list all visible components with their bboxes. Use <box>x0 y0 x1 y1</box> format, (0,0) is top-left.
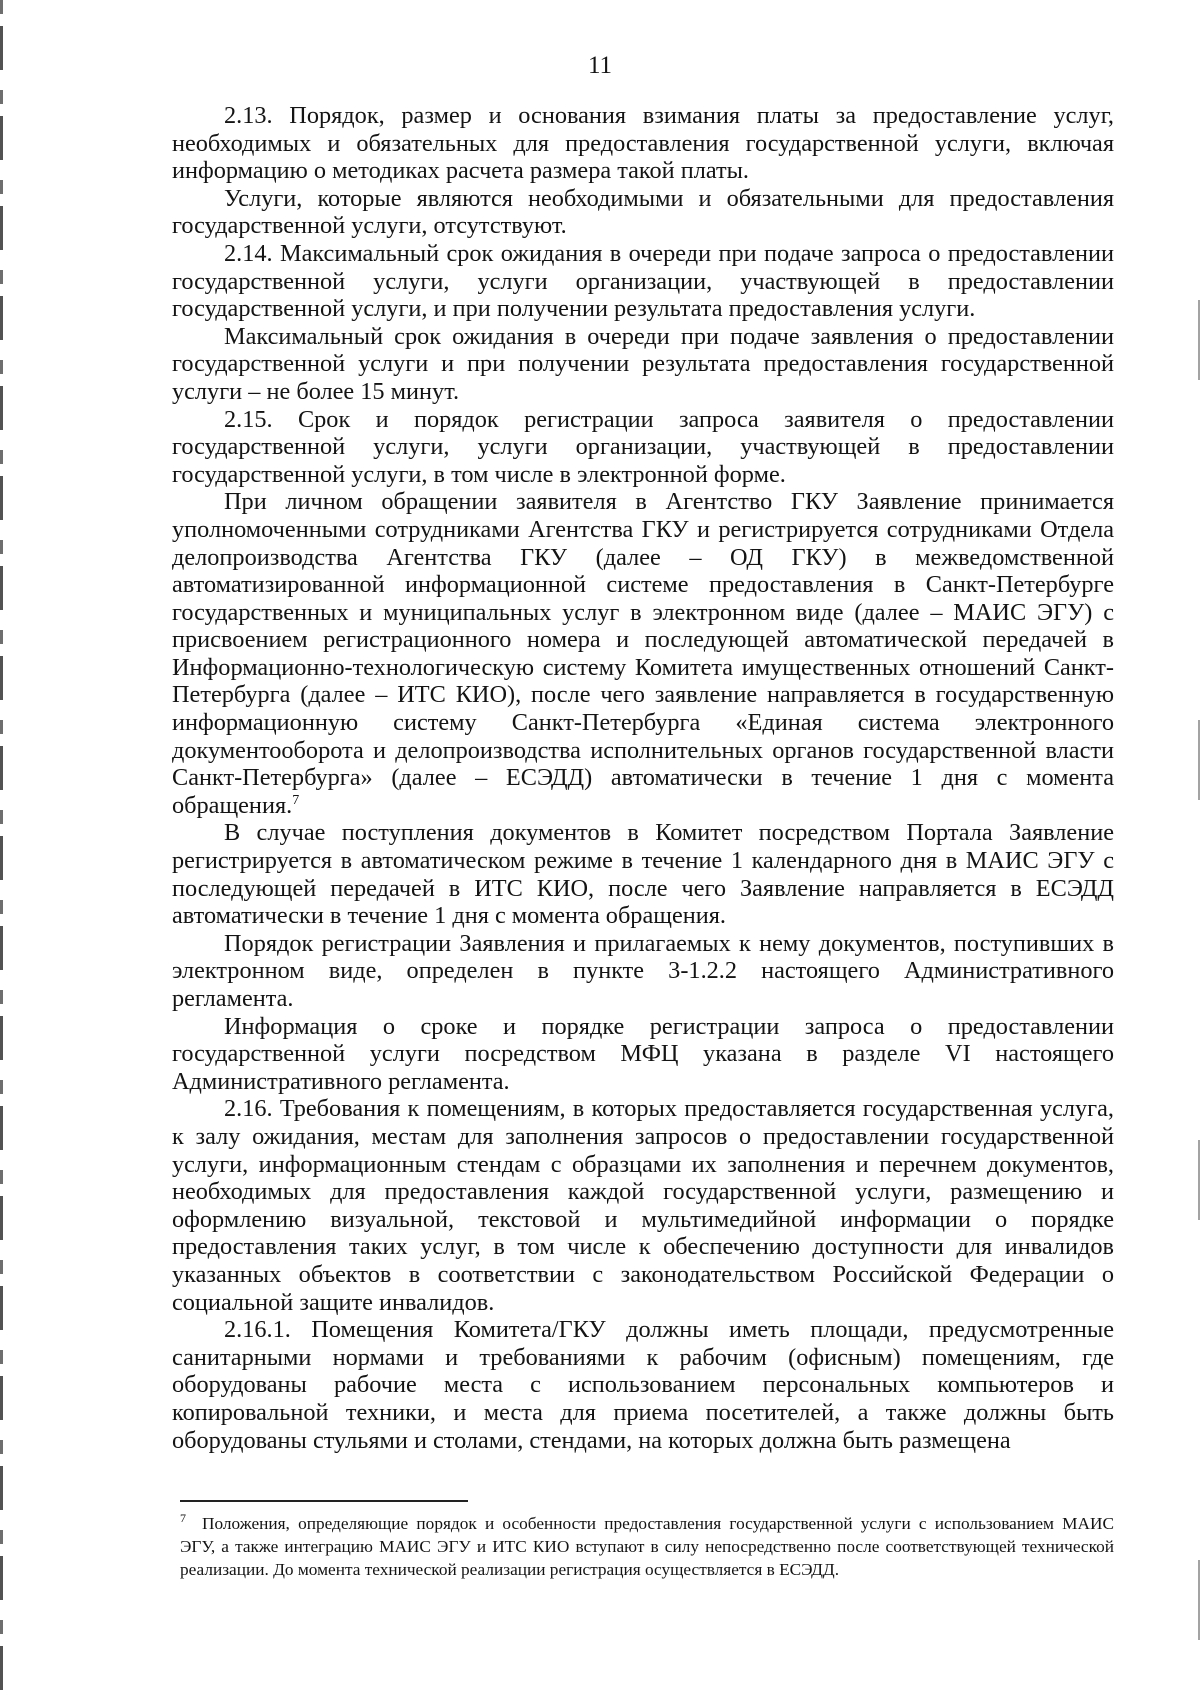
scan-edge-left <box>0 0 3 1697</box>
paragraph-paid-services: Услуги, которые являются необходимыми и обязательными для предоставления государственной услуги, отсутствуют. <box>172 184 1114 240</box>
footnote <box>180 1512 1114 1581</box>
paragraph-personal-visit <box>172 488 1114 819</box>
page-number: 11 <box>587 52 613 79</box>
footnote-mark: 7 <box>180 1511 186 1526</box>
paragraph-portal-registration: В случае поступления документов в Комитет посредством Портала Заявление регистрируется в автоматическом режиме в течение 1 календарного дня в МАИС ЭГУ с последующей передачей в ИТС КИО, после чего Заявление направляется в ЕСЭДД автоматически в течение 1 дня с момента обращения. <box>172 819 1114 930</box>
paragraph-2-16: 2.16. Требования к помещениям, в которых предоставляется государственная услуга, к залу ожидания, местам для заполнения запросов о предоставлении государственной услуги, информационным стендам с образцами их заполнения и перечнем документов, необходимых для предоставления каждой государственной услуги, размещению и оформлению визуальной, текстовой и мультимедийной информации о порядке предоставления таких услуг, в том числе к обеспечению доступности для инвалидов указанных объектов в соответствии с законодательством Российской Федерации о социальной защите инвалидов. <box>172 1095 1114 1316</box>
footnote-divider <box>180 1500 468 1502</box>
footnote-reference: 7 <box>292 792 300 808</box>
footnote-paragraph <box>180 1512 1114 1581</box>
paragraph-2-13: 2.13. Порядок, размер и основания взимания платы за предоставление услуг, необходимых и обязательных для предоставления государственной услуги, включая информацию о методиках расчета размера такой платы. <box>172 102 1114 185</box>
document-body <box>172 102 1114 1454</box>
paragraph-waiting-time: Максимальный срок ожидания в очереди при подаче заявления о предоставлении государственной услуги и при получении результата предоставления государственной услуги – не более 15 минут. <box>172 322 1114 405</box>
paragraph-2-16-1: 2.16.1. Помещения Комитета/ГКУ должны иметь площади, предусмотренные санитарными нормами и требованиями к рабочим (офисным) помещениям, где оборудованы рабочие места с использованием персональных компьютеров и копировальной техники, и места для приема посетителей, а также должны быть оборудованы стульями и столами, стендами, на которых должна быть размещена <box>172 1316 1114 1454</box>
footnote-text: Положения, определяющие порядок и особенности предоставления государственной услуги с использованием МАИС ЭГУ, а также интеграцию МАИС ЭГУ и ИТС КИО вступают в силу непосредственно после соответствующей технической реализации. До момента технической реализации регистрация осуществляется в ЕСЭДД. <box>180 1514 1114 1579</box>
paragraph-electronic-registration: Порядок регистрации Заявления и прилагаемых к нему документов, поступивших в электронном виде, определен в пункте 3-1.2.2 настоящего Административного регламента. <box>172 929 1114 1012</box>
paragraph-2-15: 2.15. Срок и порядок регистрации запроса заявителя о предоставлении государственной услуги, услуги организации, участвующей в предоставлении государственной услуги, в том числе в электронной форме. <box>172 405 1114 488</box>
paragraph-personal-visit-text: При личном обращении заявителя в Агентство ГКУ Заявление принимается уполномоченными сотрудниками Агентства ГКУ и регистрируется сотрудниками Отдела делопроизводства Агентства ГКУ (далее – ОД ГКУ) в межведомственной автоматизированной информационной системе предоставления в Санкт-Петербурге государственных и муниципальных услуг в электронном виде (далее – МАИС ЭГУ) с присвоением регистрационного номера и последующей автоматической передачей в Информационно-технологическую систему Комитета имущественных отношений Санкт-Петербурга (далее – ИТС КИО), после чего заявление направляется в государственную информационную систему Санкт-Петербурга «Единая система электронного документооборота и делопроизводства исполнительных органов государственной власти Санкт-Петербурга» (далее – ЕСЭДД) автоматически в течение 1 дня с момента обращения. <box>172 488 1114 819</box>
paragraph-2-14: 2.14. Максимальный срок ожидания в очереди при подаче запроса о предоставлении государственной услуги, услуги организации, участвующей в предоставлении государственной услуги, и при получении результата предоставления услуги. <box>172 239 1114 323</box>
paragraph-mfc-info: Информация о сроке и порядке регистрации запроса о предоставлении государственной услуги посредством МФЦ указана в разделе VI настоящего Административного регламента. <box>172 1012 1114 1095</box>
